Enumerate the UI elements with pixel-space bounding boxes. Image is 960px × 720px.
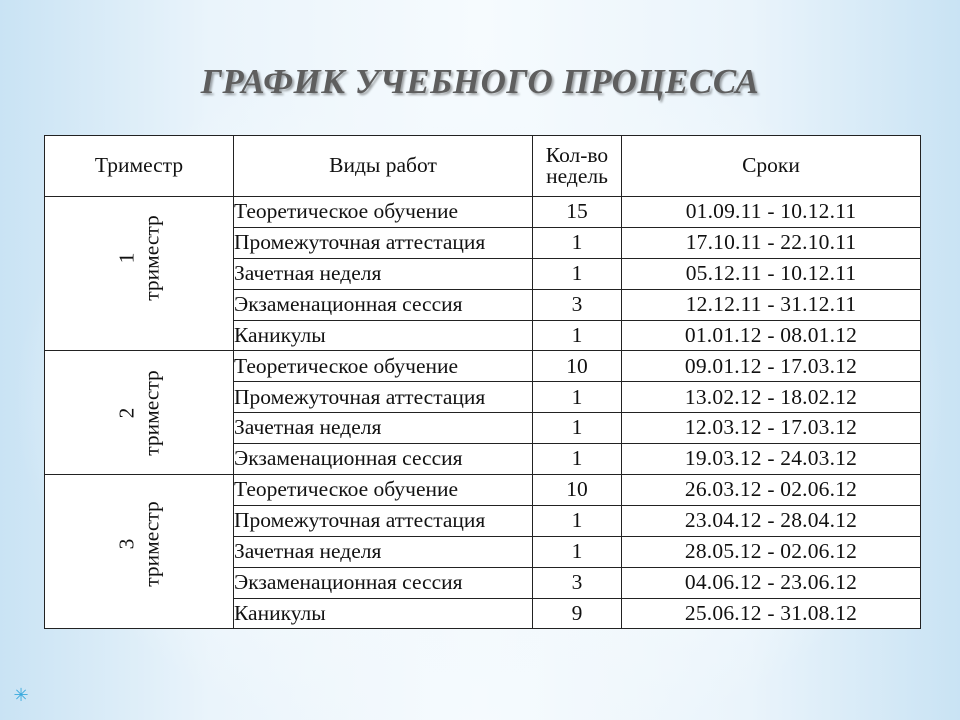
work-type-cell: Теоретическое обучение — [234, 197, 533, 228]
dates-cell: 09.01.12 - 17.03.12 — [622, 351, 921, 382]
dates-cell: 19.03.12 - 24.03.12 — [622, 444, 921, 475]
trimester-word: триместр — [139, 501, 163, 587]
work-type-cell: Каникулы — [234, 320, 533, 351]
trimester-label — [114, 216, 163, 302]
trimester-cell — [45, 351, 234, 475]
dates-cell: 04.06.12 - 23.06.12 — [622, 567, 921, 598]
dates-cell: 28.05.12 - 02.06.12 — [622, 536, 921, 567]
header-trimester: Триместр — [45, 136, 234, 197]
table-row — [45, 475, 921, 506]
dates-cell: 26.03.12 - 02.06.12 — [622, 475, 921, 506]
work-type-cell: Зачетная неделя — [234, 536, 533, 567]
schedule-table — [44, 135, 921, 629]
header-work-type: Виды работ — [234, 136, 533, 197]
header-dates: Сроки — [622, 136, 921, 197]
trimester-label — [114, 501, 163, 587]
work-type-cell: Теоретическое обучение — [234, 351, 533, 382]
trimester-number: 3 — [114, 538, 139, 550]
dates-cell: 01.01.12 - 08.01.12 — [622, 320, 921, 351]
weeks-cell: 1 — [533, 413, 622, 444]
weeks-cell: 1 — [533, 382, 622, 413]
weeks-cell: 10 — [533, 351, 622, 382]
trimester-word: триместр — [139, 369, 163, 456]
dates-cell: 25.06.12 - 31.08.12 — [622, 598, 921, 629]
trimester-label — [114, 370, 163, 456]
dates-cell: 12.12.11 - 31.12.11 — [622, 289, 921, 320]
weeks-cell: 15 — [533, 197, 622, 228]
table-row — [45, 351, 921, 382]
weeks-cell: 9 — [533, 598, 622, 629]
trimester-number: 2 — [114, 407, 139, 419]
header-row — [45, 136, 921, 197]
work-type-cell: Экзаменационная сессия — [234, 289, 533, 320]
header-weeks-line2: недель — [546, 164, 608, 188]
dates-cell: 01.09.11 - 10.12.11 — [622, 197, 921, 228]
work-type-cell: Каникулы — [234, 598, 533, 629]
dates-cell: 05.12.11 - 10.12.11 — [622, 258, 921, 289]
work-type-cell: Экзаменационная сессия — [234, 444, 533, 475]
weeks-cell: 3 — [533, 289, 622, 320]
dates-cell: 17.10.11 - 22.10.11 — [622, 227, 921, 258]
trimester-number: 1 — [114, 253, 139, 264]
weeks-cell: 3 — [533, 567, 622, 598]
trimester-cell — [45, 197, 234, 351]
weeks-cell: 1 — [533, 505, 622, 536]
weeks-cell: 1 — [533, 258, 622, 289]
dates-cell: 23.04.12 - 28.04.12 — [622, 505, 921, 536]
trimester-cell — [45, 475, 234, 629]
work-type-cell: Зачетная неделя — [234, 258, 533, 289]
header-weeks — [533, 136, 622, 197]
work-type-cell: Промежуточная аттестация — [234, 382, 533, 413]
page-title: ГРАФИК УЧЕБНОГО ПРОЦЕССА — [200, 62, 760, 101]
header-weeks-line1: Кол-во — [545, 142, 609, 167]
weeks-cell: 1 — [533, 227, 622, 258]
work-type-cell: Экзаменационная сессия — [234, 567, 533, 598]
work-type-cell: Теоретическое обучение — [234, 475, 533, 506]
weeks-cell: 1 — [533, 536, 622, 567]
weeks-cell: 1 — [533, 320, 622, 351]
star-burst-icon: ✳ — [13, 685, 29, 705]
work-type-cell: Промежуточная аттестация — [234, 227, 533, 258]
weeks-cell: 1 — [533, 444, 622, 475]
weeks-cell: 10 — [533, 475, 622, 506]
work-type-cell: Промежуточная аттестация — [234, 505, 533, 536]
schedule-body — [45, 197, 921, 629]
work-type-cell: Зачетная неделя — [234, 413, 533, 444]
dates-cell: 12.03.12 - 17.03.12 — [622, 413, 921, 444]
table-row — [45, 197, 921, 228]
trimester-word: триместр — [139, 215, 163, 302]
dates-cell: 13.02.12 - 18.02.12 — [622, 382, 921, 413]
